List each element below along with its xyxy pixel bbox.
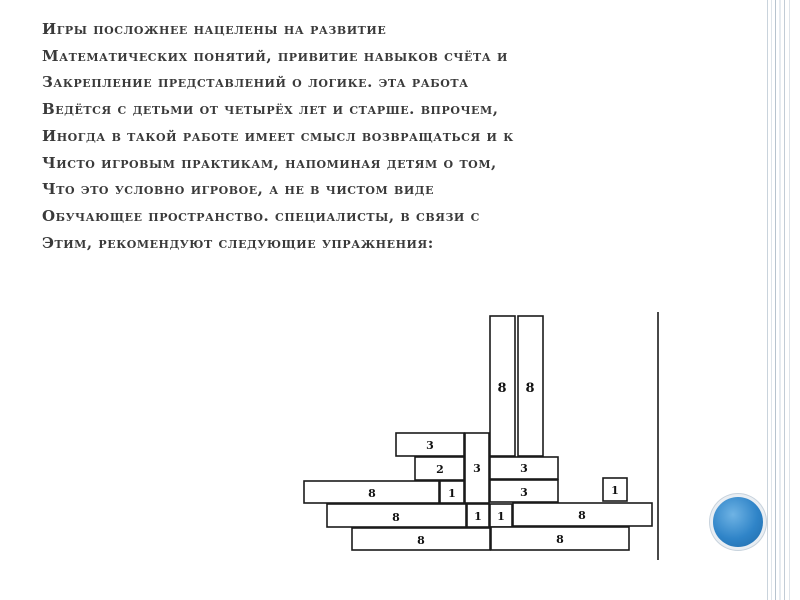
paragraph-line: Что это условно игровое, а не в чистом виде [42,180,435,199]
paragraph-line: Игры посложнее нацелены на развитие [42,20,387,38]
block-label: 8 [497,381,507,396]
block-label: 8 [417,534,425,547]
block-label: 3 [520,462,528,475]
block-label: 8 [556,533,564,546]
paragraph-line: Ведётся с детьми от четырёх лет и старше. впрочем, [42,100,499,119]
block-label: 8 [368,487,376,500]
paragraph-line: Математических понятий, привитие навыков счёта и [42,46,508,65]
block-label: 1 [448,487,456,500]
block-label: 2 [436,463,444,476]
block-label: 3 [473,462,481,475]
paragraph-line: Чисто игровым практикам, напоминая детям о том, [42,153,497,172]
block-label: 1 [474,510,482,523]
block-label: 8 [392,511,400,524]
decorative-circle-icon [713,497,763,547]
block-label: 8 [578,509,586,522]
paragraph-line: Иногда в такой работе имеет смысл возвращаться и к [42,126,514,145]
block-label: 1 [611,484,619,497]
block-label: 8 [525,381,535,396]
paragraph-line: Обучающее пространство. специалисты, в связи с [42,206,480,225]
paragraph-line: Закрепление представлений о логике. эта работа [42,73,469,92]
block-label: 3 [426,439,434,452]
block-label: 3 [520,486,528,499]
block-label: 1 [497,510,505,523]
paragraph-line: Этим, рекомендуют следующие упражнения: [42,233,434,252]
